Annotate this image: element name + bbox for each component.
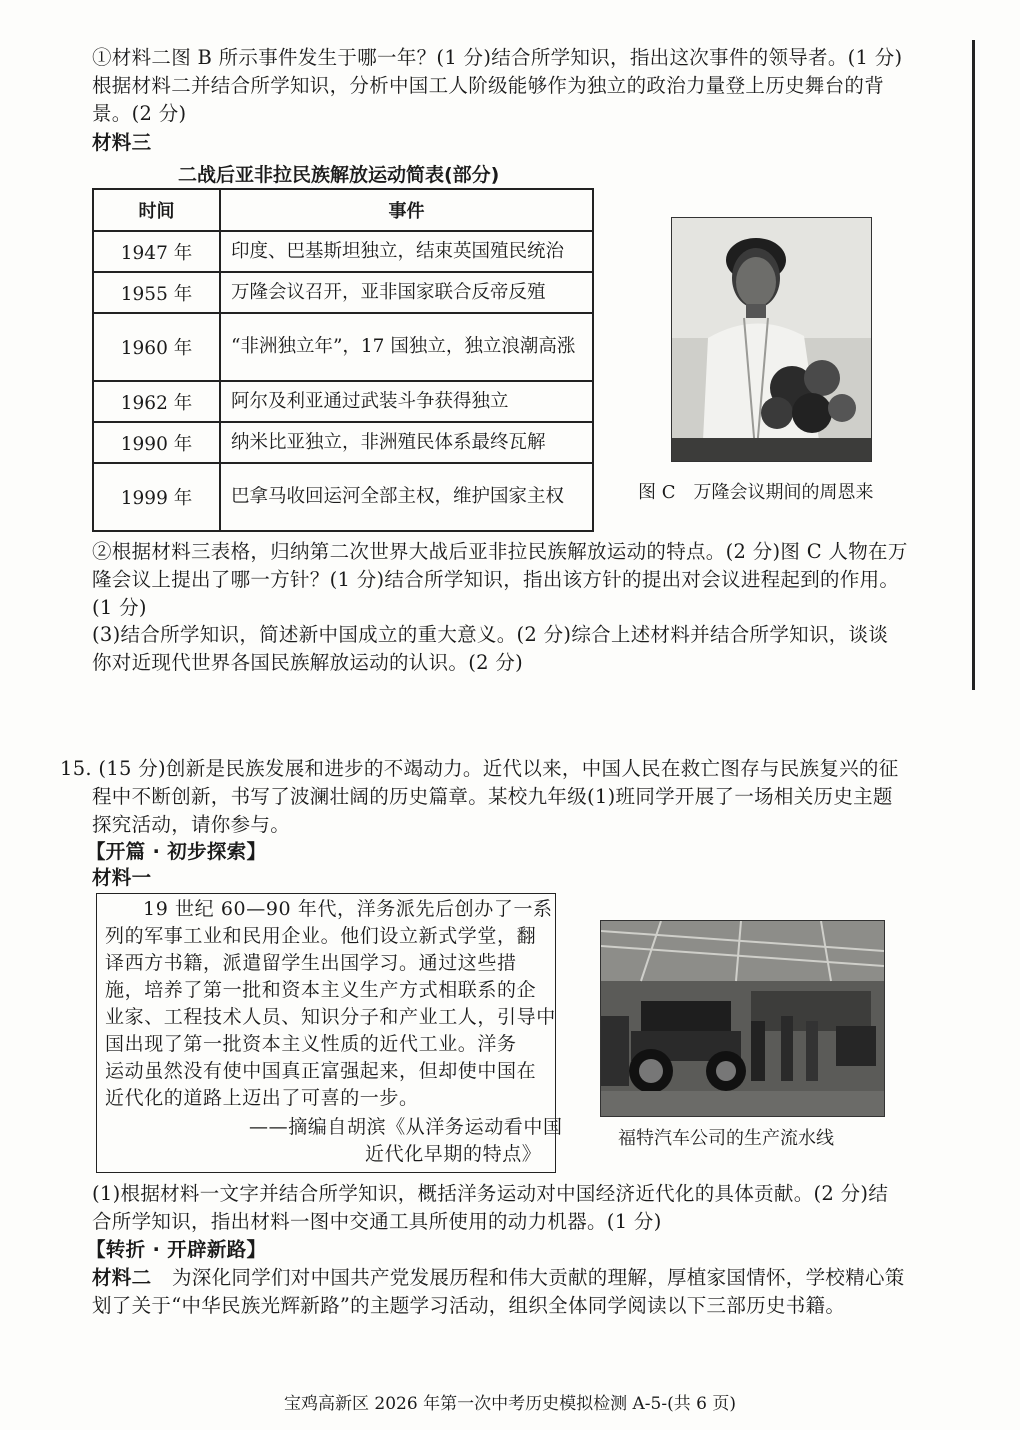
table-header-row <box>93 189 593 231</box>
table-cell-year: 1955 年 <box>93 272 220 313</box>
events-table <box>92 188 594 532</box>
portrait-illustration <box>672 218 871 461</box>
table-row <box>93 422 593 463</box>
material1-line: 业家、工程技术人员、知识分子和产业工人，引导中 <box>105 1006 556 1028</box>
material1-label: 材料一 <box>92 866 152 889</box>
material2-label: 材料二 <box>92 1266 152 1289</box>
table-header-time: 时间 <box>93 189 220 231</box>
table-cell-event: 阿尔及利亚通过武装斗争获得独立 <box>220 381 593 422</box>
q15-intro-line2: 程中不断创新，书写了波澜壮阔的历史篇章。某校九年级(1)班同学开展了一场相关历史主题 <box>92 785 893 808</box>
material1-line: 运动虽然没有使中国真正富强起来，但却使中国在 <box>105 1060 537 1082</box>
table-cell-event: 万隆会议召开，亚非国家联合反帝反殖 <box>220 272 593 313</box>
material1-line: 译西方书籍，派遣留学生出国学习。通过这些措 <box>105 952 517 974</box>
table-cell-event: 印度、巴基斯坦独立，结束英国殖民统治 <box>220 231 593 272</box>
table-cell-year: 1999 年 <box>93 463 220 531</box>
q14-part3-line1: (3)结合所学知识，简述新中国成立的重大意义。(2 分)综合上述材料并结合所学知识，谈谈 <box>92 623 889 646</box>
table-cell-event: 纳米比亚独立，非洲殖民体系最终瓦解 <box>220 422 593 463</box>
material1-line: 施，培养了第一批和资本主义生产方式相联系的企 <box>105 979 537 1001</box>
table-cell-event: 巴拿马收回运河全部主权，维护国家主权 <box>220 463 593 531</box>
material2-line1: 为深化同学们对中国共产党发展历程和伟大贡献的理解，厚植家国情怀，学校精心策 <box>172 1266 905 1289</box>
material1-line: 列的军事工业和民用企业。他们设立新式学堂，翻 <box>105 925 537 947</box>
material1-textbox <box>96 893 563 1173</box>
table-header-event: 事件 <box>220 189 593 231</box>
table-cell-year: 1990 年 <box>93 422 220 463</box>
table-row <box>93 313 593 381</box>
figure-c-caption: 图 C 万隆会议期间的周恩来 <box>638 482 874 503</box>
q14-part2b-line2: 隆会议上提出了哪一方针？(1 分)结合所学知识，指出该方针的提出对会议进程起到的作用。 <box>92 568 900 591</box>
q14-part2b-line1: ②根据材料三表格，归纳第二次世界大战后亚非拉民族解放运动的特点。(2 分)图 C 人物在万 <box>92 540 908 563</box>
table-row <box>93 463 593 531</box>
table-title: 二战后亚非拉民族解放运动简表(部分) <box>178 164 500 186</box>
table-cell-year: 1962 年 <box>93 381 220 422</box>
q14-part2-line3: 景。(2 分) <box>92 102 187 125</box>
table-cell-year: 1960 年 <box>93 313 220 381</box>
material1-line: 近代化的道路上迈出了可喜的一步。 <box>105 1087 419 1109</box>
page-footer: 宝鸡高新区 2026 年第一次中考历史模拟检测 A-5-(共 6 页) <box>284 1394 736 1414</box>
material1-source-line1: ——摘编自胡滨《从洋务运动看中国 <box>249 1116 563 1138</box>
q15-intro-line1: 15. (15 分)创新是民族发展和进步的不竭动力。近代以来，中国人民在救亡图存与民族复兴的征 <box>60 757 899 780</box>
table-row <box>93 231 593 272</box>
section-heading-1: 【开篇 · 初步探索】 <box>86 840 267 863</box>
assembly-line-illustration <box>601 921 884 1116</box>
q14-part2-line1: ①材料二图 B 所示事件发生于哪一年？(1 分)结合所学知识，指出这次事件的领导者。(1 分) <box>92 46 903 69</box>
material1-line: 19 世纪 60—90 年代，洋务派先后创办了一系 <box>143 898 553 920</box>
table-row <box>93 272 593 313</box>
material1-source-line2: 近代化早期的特点》 <box>365 1143 542 1165</box>
material1-line: 国出现了第一批资本主义性质的近代工业。洋务 <box>105 1033 517 1055</box>
table-row <box>93 381 593 422</box>
q15-intro-line3: 探究活动，请你参与。 <box>92 813 291 836</box>
ford-photo-caption: 福特汽车公司的生产流水线 <box>618 1128 834 1149</box>
q14-part2-line2: 根据材料二并结合所学知识，分析中国工人阶级能够作为独立的政治力量登上历史舞台的背 <box>92 74 885 97</box>
q15-q1-line2: 合所学知识，指出材料一图中交通工具所使用的动力机器。(1 分) <box>92 1210 662 1233</box>
table-cell-event: “非洲独立年”，17 国独立，独立浪潮高涨 <box>220 313 593 381</box>
material2-line2: 划了关于“中华民族光辉新路”的主题学习活动，组织全体同学阅读以下三部历史书籍。 <box>92 1294 846 1317</box>
section-heading-2: 【转折 · 开辟新路】 <box>86 1238 267 1261</box>
material3-label: 材料三 <box>92 131 152 154</box>
q15-q1-line1: (1)根据材料一文字并结合所学知识，概括洋务运动对中国经济近代化的具体贡献。(2 分)结 <box>92 1182 889 1205</box>
ford-assembly-line-photo <box>600 920 885 1117</box>
table-cell-year: 1947 年 <box>93 231 220 272</box>
margin-rule <box>972 40 975 690</box>
q14-part2b-line3: (1 分) <box>92 596 147 619</box>
zhou-enlai-photo <box>671 217 872 462</box>
q14-part3-line2: 你对近现代世界各国民族解放运动的认识。(2 分) <box>92 651 524 674</box>
